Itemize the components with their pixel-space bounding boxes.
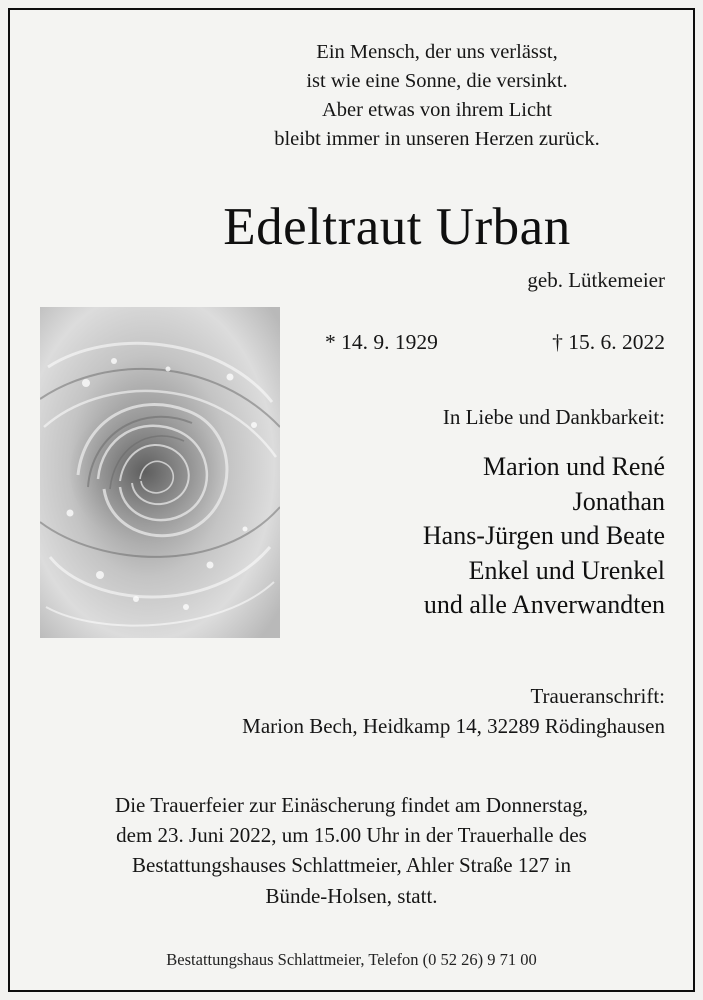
mourning-address — [105, 682, 665, 742]
family-member: Jonathan — [572, 486, 665, 516]
ceremony-line-2: dem 23. Juni 2022, um 15.00 Uhr in der Trauerhalle des — [116, 823, 587, 848]
mourning-address-line: Marion Bech, Heidkamp 14, 32289 Rödinghausen — [242, 713, 665, 738]
family-member: Hans-Jürgen und Beate — [422, 521, 665, 551]
family-member: und alle Anverwandten — [423, 590, 665, 620]
family-intro: In Liebe und Dankbarkeit: — [442, 405, 665, 429]
ceremony-line-1: Die Trauerfeier zur Einäscherung findet am Donnerstag, — [115, 793, 588, 817]
ceremony-block — [36, 790, 667, 911]
life-dates — [325, 330, 665, 355]
funeral-home-footer: Bestattungshaus Schlattmeier, Telefon (0 52 26) 9 71 00 — [166, 950, 537, 969]
family-member: Enkel und Urenkel — [468, 555, 665, 585]
deceased-name: Edeltraut Urban — [223, 198, 571, 256]
poem-block — [207, 38, 667, 154]
ceremony-line-4: Bünde-Holsen, statt. — [265, 883, 438, 908]
obituary-frame — [8, 8, 695, 992]
poem-line-3: Aber etwas von ihrem Licht — [322, 98, 552, 121]
poem-line-4: bleibt immer in unseren Herzen zurück. — [274, 127, 600, 150]
family-block — [235, 405, 665, 623]
ceremony-line-3: Bestattungshauses Schlattmeier, Ahler Straße 127 in — [132, 853, 571, 878]
poem-line-1: Ein Mensch, der uns verlässt, — [316, 41, 558, 63]
maiden-name: geb. Lütkemeier — [527, 267, 665, 292]
family-member: Marion und René — [483, 452, 665, 481]
death-date: † 15. 6. 2022 — [552, 330, 665, 354]
mourning-address-title: Traueranschrift: — [530, 684, 665, 708]
birth-date: * 14. 9. 1929 — [325, 330, 438, 354]
name-block — [127, 200, 667, 293]
poem-line-2: ist wie eine Sonne, die versinkt. — [306, 69, 568, 92]
